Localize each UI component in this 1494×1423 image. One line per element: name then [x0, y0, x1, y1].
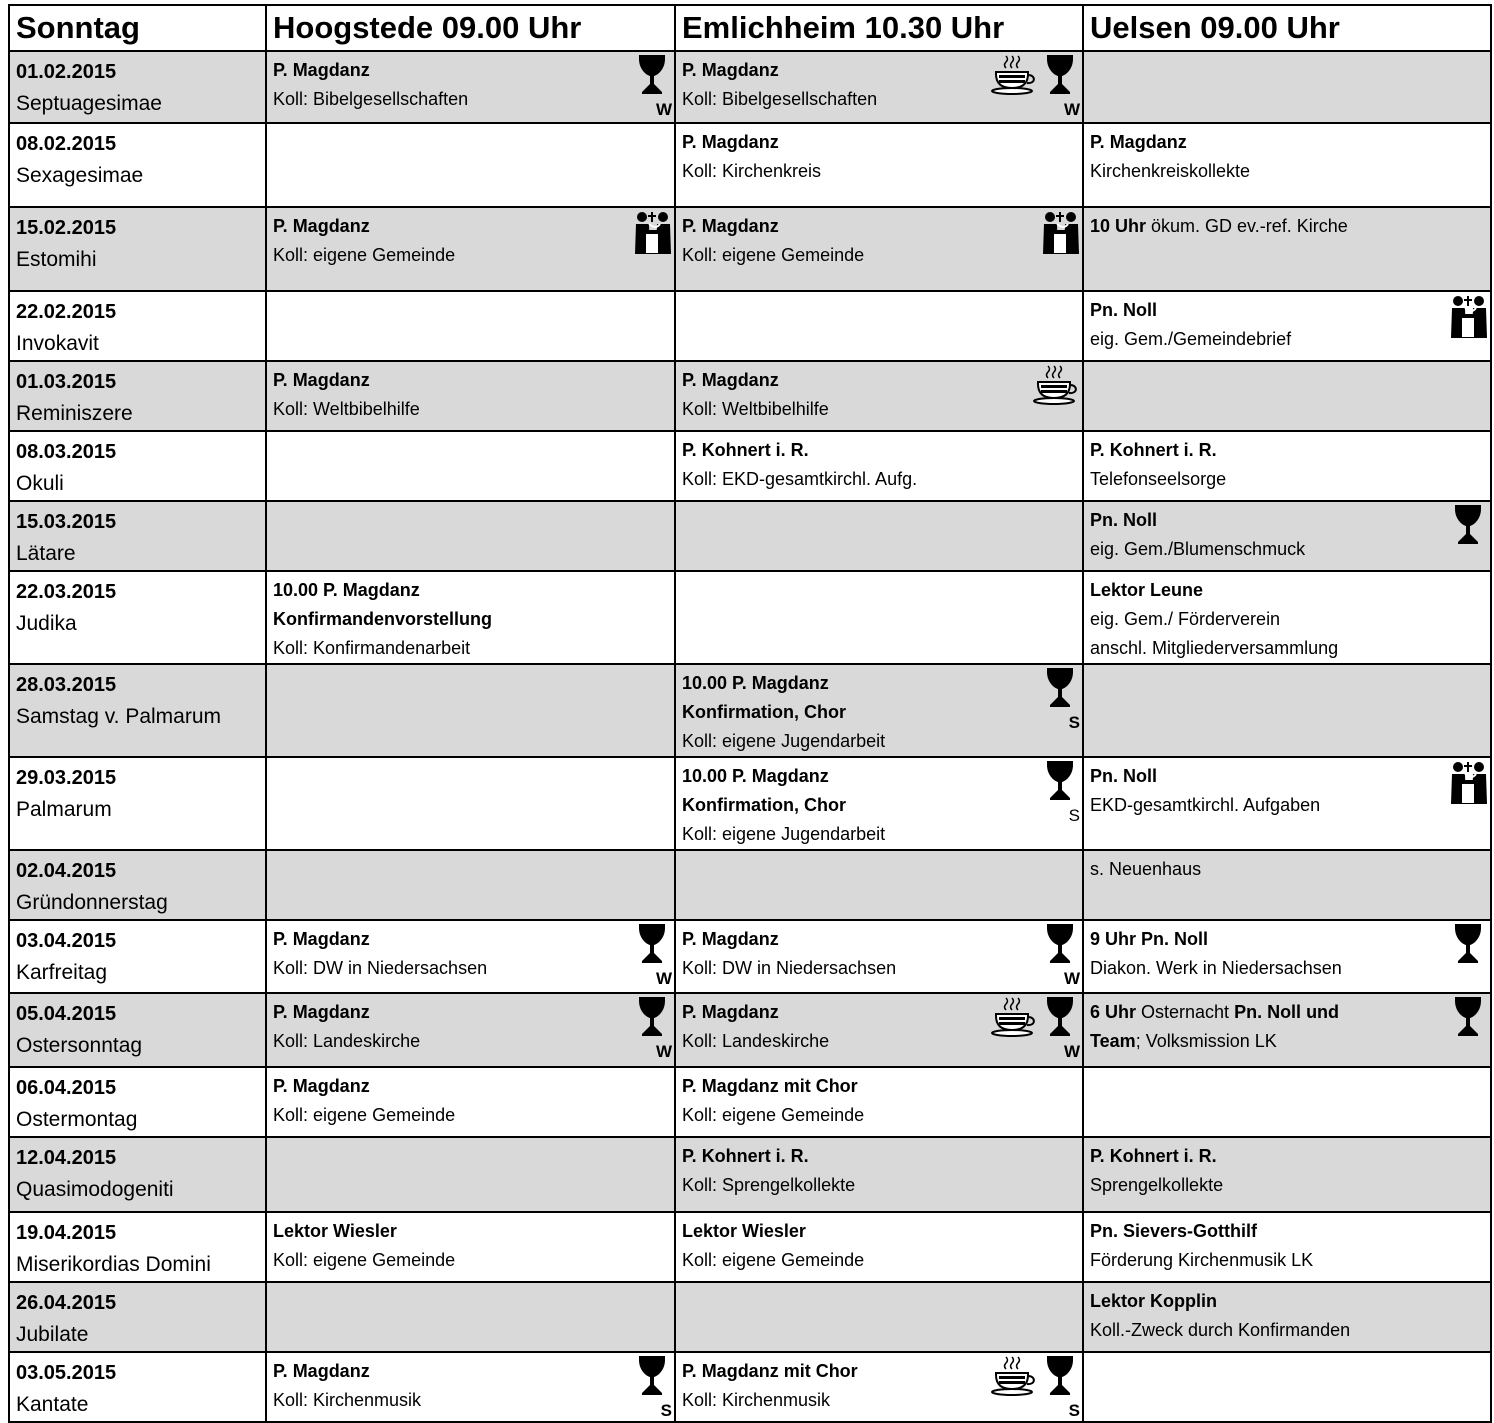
chalice-icon	[1046, 923, 1080, 988]
service-icons	[638, 1355, 672, 1420]
chalice-icon	[638, 1355, 672, 1420]
date-cell	[9, 850, 266, 920]
service-cell-hoogstede	[266, 1137, 675, 1212]
service-info: Osternacht	[1136, 1002, 1235, 1022]
service-cell-uelsen	[1083, 1067, 1491, 1137]
header-uelsen: Uelsen 09.00 Uhr	[1083, 5, 1491, 51]
collection-text: Sprengelkollekte	[1090, 1175, 1224, 1195]
pastor-name: P. Magdanz	[682, 132, 779, 152]
chalice-icon	[638, 996, 672, 1061]
pastor-name: 10.00 P. Magdanz	[273, 580, 420, 600]
service-cell-hoogstede	[266, 361, 675, 431]
service-cell-uelsen	[1083, 1137, 1491, 1212]
service-date: 03.04.2015	[16, 930, 117, 952]
service-date: 19.04.2015	[16, 1222, 117, 1244]
date-cell	[9, 207, 266, 291]
coffee-cup-icon	[990, 996, 1038, 1038]
pastor-name: P. Magdanz	[273, 1076, 370, 1096]
service-cell-emlichheim	[675, 1067, 1083, 1137]
collection-text: Koll: eigene Gemeinde	[273, 1105, 456, 1125]
collection-text: Koll: DW in Niedersachsen	[682, 958, 897, 978]
collection-text: Koll: Landeskirche	[682, 1031, 830, 1051]
table-row	[9, 1212, 1491, 1282]
sunday-name: Miserikordias Domini	[16, 1253, 211, 1276]
coffee-cup-icon	[990, 1355, 1038, 1397]
date-cell	[9, 1067, 266, 1137]
collection-text: EKD-gesamtkirchl. Aufgaben	[1090, 795, 1321, 815]
collection-text: Förderung Kirchenmusik LK	[1090, 1250, 1314, 1270]
service-icons	[638, 54, 672, 119]
service-cell-hoogstede	[266, 571, 675, 664]
service-icons	[1046, 667, 1080, 732]
service-cell-hoogstede	[266, 1212, 675, 1282]
service-cell-emlichheim	[675, 291, 1083, 361]
service-cell-uelsen	[1083, 757, 1491, 850]
service-date: 05.04.2015	[16, 1003, 117, 1025]
service-cell-hoogstede	[266, 920, 675, 993]
pastor-name: 10.00 P. Magdanz	[682, 673, 829, 693]
service-time-line	[1090, 998, 1484, 1027]
service-cell-hoogstede	[266, 51, 675, 123]
collection-text: ; Volksmission LK	[1135, 1031, 1277, 1051]
service-cell-emlichheim	[675, 664, 1083, 757]
chalice-letter: S	[1068, 806, 1080, 825]
pastor-name: Pn. Noll	[1090, 766, 1157, 786]
table-row	[9, 431, 1491, 501]
service-time: 6 Uhr	[1090, 1002, 1137, 1022]
chalice-letter: S	[660, 1401, 672, 1420]
chalice-letter: W	[655, 100, 672, 119]
service-title: Konfirmation, Chor	[682, 702, 846, 722]
service-date: 06.04.2015	[16, 1077, 117, 1099]
collection-text: Koll: eigene Gemeinde	[682, 245, 865, 265]
table-row	[9, 501, 1491, 571]
chalice-letter: W	[655, 969, 672, 988]
team-label: Team	[1090, 1031, 1136, 1051]
date-cell	[9, 361, 266, 431]
pastor-name: P. Magdanz	[682, 929, 779, 949]
communion-icon	[1040, 210, 1080, 254]
service-cell-hoogstede	[266, 850, 675, 920]
service-cell-emlichheim	[675, 207, 1083, 291]
date-cell	[9, 1137, 266, 1212]
sunday-name: Gründonnerstag	[16, 891, 168, 914]
service-date: 26.04.2015	[16, 1292, 117, 1314]
service-date: 08.03.2015	[16, 441, 117, 463]
service-cell-hoogstede	[266, 291, 675, 361]
collection-text: eig. Gem./ Förderverein	[1090, 609, 1281, 629]
service-cell-hoogstede	[266, 123, 675, 207]
pastor-name: 10.00 P. Magdanz	[682, 766, 829, 786]
pastor-name: P. Magdanz	[682, 216, 779, 236]
date-cell	[9, 291, 266, 361]
date-cell	[9, 1352, 266, 1422]
service-icons	[638, 996, 672, 1061]
collection-text: Koll: Weltbibelhilfe	[273, 399, 420, 419]
service-cell-hoogstede	[266, 207, 675, 291]
date-cell	[9, 757, 266, 850]
table-row	[9, 664, 1491, 757]
sunday-name: Invokavit	[16, 332, 99, 355]
table-row	[9, 571, 1491, 664]
service-cell-uelsen	[1083, 291, 1491, 361]
service-cell-uelsen	[1083, 1282, 1491, 1352]
sunday-name: Ostermontag	[16, 1108, 138, 1131]
service-icons	[632, 210, 672, 254]
service-cell-uelsen	[1083, 1212, 1491, 1282]
service-cell-emlichheim	[675, 1352, 1083, 1422]
chalice-letter: W	[655, 1042, 672, 1061]
service-date: 01.02.2015	[16, 61, 117, 83]
service-cell-hoogstede	[266, 1352, 675, 1422]
service-cell-hoogstede	[266, 757, 675, 850]
service-cell-emlichheim	[675, 571, 1083, 664]
service-icons	[990, 54, 1080, 119]
table-row	[9, 291, 1491, 361]
coffee-cup-icon	[1032, 364, 1080, 406]
service-cell-emlichheim	[675, 1282, 1083, 1352]
pastor-name: Pn. Noll	[1090, 510, 1157, 530]
pastor-name: P. Magdanz	[273, 1002, 370, 1022]
service-cell-hoogstede	[266, 431, 675, 501]
service-cell-hoogstede	[266, 501, 675, 571]
collection-line	[1090, 1027, 1484, 1056]
date-cell	[9, 1212, 266, 1282]
sunday-name: Palmarum	[16, 798, 112, 821]
pastor-name: Lektor Wiesler	[682, 1221, 806, 1241]
chalice-icon	[638, 923, 672, 988]
service-cell-emlichheim	[675, 757, 1083, 850]
service-icons	[638, 923, 672, 988]
service-cell-uelsen	[1083, 51, 1491, 123]
collection-text: Koll: Sprengelkollekte	[682, 1175, 856, 1195]
collection-text: Koll: eigene Gemeinde	[273, 245, 456, 265]
service-cell-emlichheim	[675, 501, 1083, 571]
service-icons	[1448, 760, 1488, 804]
chalice-letter: W	[1063, 1042, 1080, 1061]
collection-text: Koll: eigene Jugendarbeit	[682, 731, 886, 751]
service-time: 10 Uhr	[1090, 216, 1147, 236]
service-date: 08.02.2015	[16, 133, 117, 155]
collection-text: Koll: EKD-gesamtkirchl. Aufg.	[682, 469, 918, 489]
chalice-icon	[1454, 996, 1488, 1056]
pastor-name: Lektor Wiesler	[273, 1221, 397, 1241]
extra-note: anschl. Mitgliederversammlung	[1090, 638, 1339, 658]
service-cell-uelsen	[1083, 920, 1491, 993]
service-icons	[1040, 210, 1080, 254]
service-cell-emlichheim	[675, 431, 1083, 501]
service-cell-uelsen	[1083, 207, 1491, 291]
service-schedule-table	[8, 4, 1492, 1423]
chalice-icon	[1046, 1355, 1080, 1420]
table-row	[9, 993, 1491, 1067]
collection-text: Koll: eigene Gemeinde	[682, 1250, 865, 1270]
collection-text: Telefonseelsorge	[1090, 469, 1227, 489]
pastor-name: P. Magdanz	[273, 1361, 370, 1381]
communion-icon	[1448, 760, 1488, 804]
chalice-letter: S	[1068, 713, 1080, 732]
service-date: 15.03.2015	[16, 511, 117, 533]
pastor-name: P. Kohnert i. R.	[682, 440, 809, 460]
sunday-name: Septuagesimae	[16, 92, 162, 115]
date-cell	[9, 501, 266, 571]
service-cell-emlichheim	[675, 993, 1083, 1067]
sunday-name: Quasimodogeniti	[16, 1178, 174, 1201]
chalice-letter: S	[1068, 1401, 1080, 1420]
collection-text: eig. Gem./Gemeindebrief	[1090, 329, 1292, 349]
collection-text: Koll: eigene Gemeinde	[273, 1250, 456, 1270]
service-cell-uelsen	[1083, 1352, 1491, 1422]
collection-text: Koll: Kirchenmusik	[273, 1390, 422, 1410]
pastor-name: P. Magdanz	[273, 370, 370, 390]
collection-text: Koll: eigene Jugendarbeit	[682, 824, 886, 844]
sunday-name: Karfreitag	[16, 961, 108, 984]
service-icons	[1032, 364, 1080, 406]
pastor-name: P. Kohnert i. R.	[1090, 1146, 1217, 1166]
date-cell	[9, 1282, 266, 1352]
table-row	[9, 1282, 1491, 1352]
header-hoogstede: Hoogstede 09.00 Uhr	[266, 5, 675, 51]
service-cell-uelsen	[1083, 431, 1491, 501]
pastor-name: Pn. Sievers-Gotthilf	[1090, 1221, 1258, 1241]
date-cell	[9, 51, 266, 123]
table-row	[9, 1137, 1491, 1212]
pastor-name: P. Kohnert i. R.	[682, 1146, 809, 1166]
service-date: 22.03.2015	[16, 581, 117, 603]
pastor-name: P. Magdanz	[273, 929, 370, 949]
pastor-name: Lektor Leune	[1090, 580, 1204, 600]
service-date: 15.02.2015	[16, 217, 117, 239]
table-row	[9, 207, 1491, 291]
table-row	[9, 757, 1491, 850]
service-icons	[990, 996, 1080, 1061]
sunday-name: Estomihi	[16, 248, 97, 271]
header-emlichheim: Emlichheim 10.30 Uhr	[675, 5, 1083, 51]
chalice-letter: W	[1063, 969, 1080, 988]
collection-text: Koll: Bibelgesellschaften	[682, 89, 878, 109]
service-cell-emlichheim	[675, 123, 1083, 207]
date-cell	[9, 920, 266, 993]
chalice-icon	[1046, 996, 1080, 1061]
communion-icon	[632, 210, 672, 254]
table-row	[9, 1067, 1491, 1137]
service-icons	[990, 1355, 1080, 1420]
service-time-line	[1090, 212, 1484, 241]
service-cell-hoogstede	[266, 993, 675, 1067]
communion-icon	[1448, 294, 1488, 338]
service-cell-emlichheim	[675, 51, 1083, 123]
pastor-name: P. Magdanz mit Chor	[682, 1361, 858, 1381]
collection-text: Diakon. Werk in Niedersachsen	[1090, 958, 1342, 978]
collection-text: Koll: eigene Gemeinde	[682, 1105, 865, 1125]
service-cell-emlichheim	[675, 1137, 1083, 1212]
service-date: 12.04.2015	[16, 1147, 117, 1169]
service-cell-hoogstede	[266, 664, 675, 757]
pastor-name: P. Magdanz mit Chor	[682, 1076, 858, 1096]
collection-text: Koll: Kirchenmusik	[682, 1390, 831, 1410]
service-date: 01.03.2015	[16, 371, 117, 393]
service-date: 28.03.2015	[16, 674, 117, 696]
sunday-name: Okuli	[16, 472, 64, 495]
collection-text: Kirchenkreiskollekte	[1090, 161, 1251, 181]
table-row	[9, 123, 1491, 207]
sunday-name: Reminiszere	[16, 402, 133, 425]
service-date: 02.04.2015	[16, 860, 117, 882]
pastor-name: P. Magdanz	[682, 60, 779, 80]
service-info: ökum. GD ev.-ref. Kirche	[1146, 216, 1348, 236]
service-cell-emlichheim	[675, 920, 1083, 993]
table-row	[9, 361, 1491, 431]
service-cell-uelsen	[1083, 664, 1491, 757]
pastor-name: Lektor Kopplin	[1090, 1291, 1217, 1311]
pastor-name: Pn. Noll und	[1234, 1002, 1340, 1022]
collection-text: Koll: Weltbibelhilfe	[682, 399, 829, 419]
sunday-name: Ostersonntag	[16, 1034, 143, 1057]
service-cell-emlichheim	[675, 1212, 1083, 1282]
sunday-name: Samstag v. Palmarum	[16, 705, 222, 728]
chalice-icon	[1046, 54, 1080, 119]
collection-text: Koll: Konfirmandenarbeit	[273, 638, 471, 658]
service-cell-uelsen	[1083, 571, 1491, 664]
coffee-cup-icon	[990, 54, 1038, 96]
table-row	[9, 850, 1491, 920]
collection-text: Koll: DW in Niedersachsen	[273, 958, 488, 978]
collection-text: Koll.-Zweck durch Konfirmanden	[1090, 1320, 1351, 1340]
pastor-name: P. Magdanz	[1090, 132, 1187, 152]
service-date: 22.02.2015	[16, 301, 117, 323]
service-cell-uelsen	[1083, 850, 1491, 920]
chalice-icon	[1454, 504, 1488, 564]
pastor-name: 9 Uhr Pn. Noll	[1090, 929, 1209, 949]
service-icons	[1454, 923, 1488, 983]
service-title: Konfirmandenvorstellung	[273, 609, 493, 629]
service-cell-hoogstede	[266, 1067, 675, 1137]
chalice-icon	[1454, 923, 1488, 983]
chalice-icon	[638, 54, 672, 119]
service-date: 29.03.2015	[16, 767, 117, 789]
sunday-name: Lätare	[16, 542, 76, 565]
header-row	[9, 5, 1491, 51]
service-icons	[1046, 923, 1080, 988]
sunday-name: Kantate	[16, 1393, 89, 1416]
pastor-name: P. Magdanz	[682, 1002, 779, 1022]
table-row	[9, 51, 1491, 123]
collection-text: Koll: Landeskirche	[273, 1031, 421, 1051]
table-row	[9, 920, 1491, 993]
date-cell	[9, 993, 266, 1067]
service-icons	[1454, 504, 1488, 564]
sunday-name: Judika	[16, 612, 77, 635]
table-row	[9, 1352, 1491, 1422]
service-date: 03.05.2015	[16, 1362, 117, 1384]
date-cell	[9, 123, 266, 207]
service-icons	[1448, 294, 1488, 338]
service-cell-uelsen	[1083, 123, 1491, 207]
service-icons	[1046, 760, 1080, 825]
chalice-icon	[1046, 760, 1080, 825]
collection-text: s. Neuenhaus	[1090, 859, 1202, 879]
pastor-name: P. Kohnert i. R.	[1090, 440, 1217, 460]
service-cell-uelsen	[1083, 361, 1491, 431]
pastor-name: P. Magdanz	[273, 60, 370, 80]
header-sunday: Sonntag	[9, 5, 266, 51]
collection-text: eig. Gem./Blumenschmuck	[1090, 539, 1306, 559]
service-icons	[1454, 996, 1488, 1056]
service-cell-hoogstede	[266, 1282, 675, 1352]
service-cell-uelsen	[1083, 993, 1491, 1067]
chalice-letter: W	[1063, 100, 1080, 119]
service-cell-uelsen	[1083, 501, 1491, 571]
collection-text: Koll: Bibelgesellschaften	[273, 89, 469, 109]
sunday-name: Sexagesimae	[16, 164, 144, 187]
date-cell	[9, 664, 266, 757]
pastor-name: P. Magdanz	[682, 370, 779, 390]
date-cell	[9, 571, 266, 664]
pastor-name: Pn. Noll	[1090, 300, 1157, 320]
service-title: Konfirmation, Chor	[682, 795, 846, 815]
service-cell-emlichheim	[675, 361, 1083, 431]
service-cell-emlichheim	[675, 850, 1083, 920]
sunday-name: Jubilate	[16, 1323, 89, 1346]
collection-text: Koll: Kirchenkreis	[682, 161, 822, 181]
pastor-name: P. Magdanz	[273, 216, 370, 236]
date-cell	[9, 431, 266, 501]
chalice-icon	[1046, 667, 1080, 732]
